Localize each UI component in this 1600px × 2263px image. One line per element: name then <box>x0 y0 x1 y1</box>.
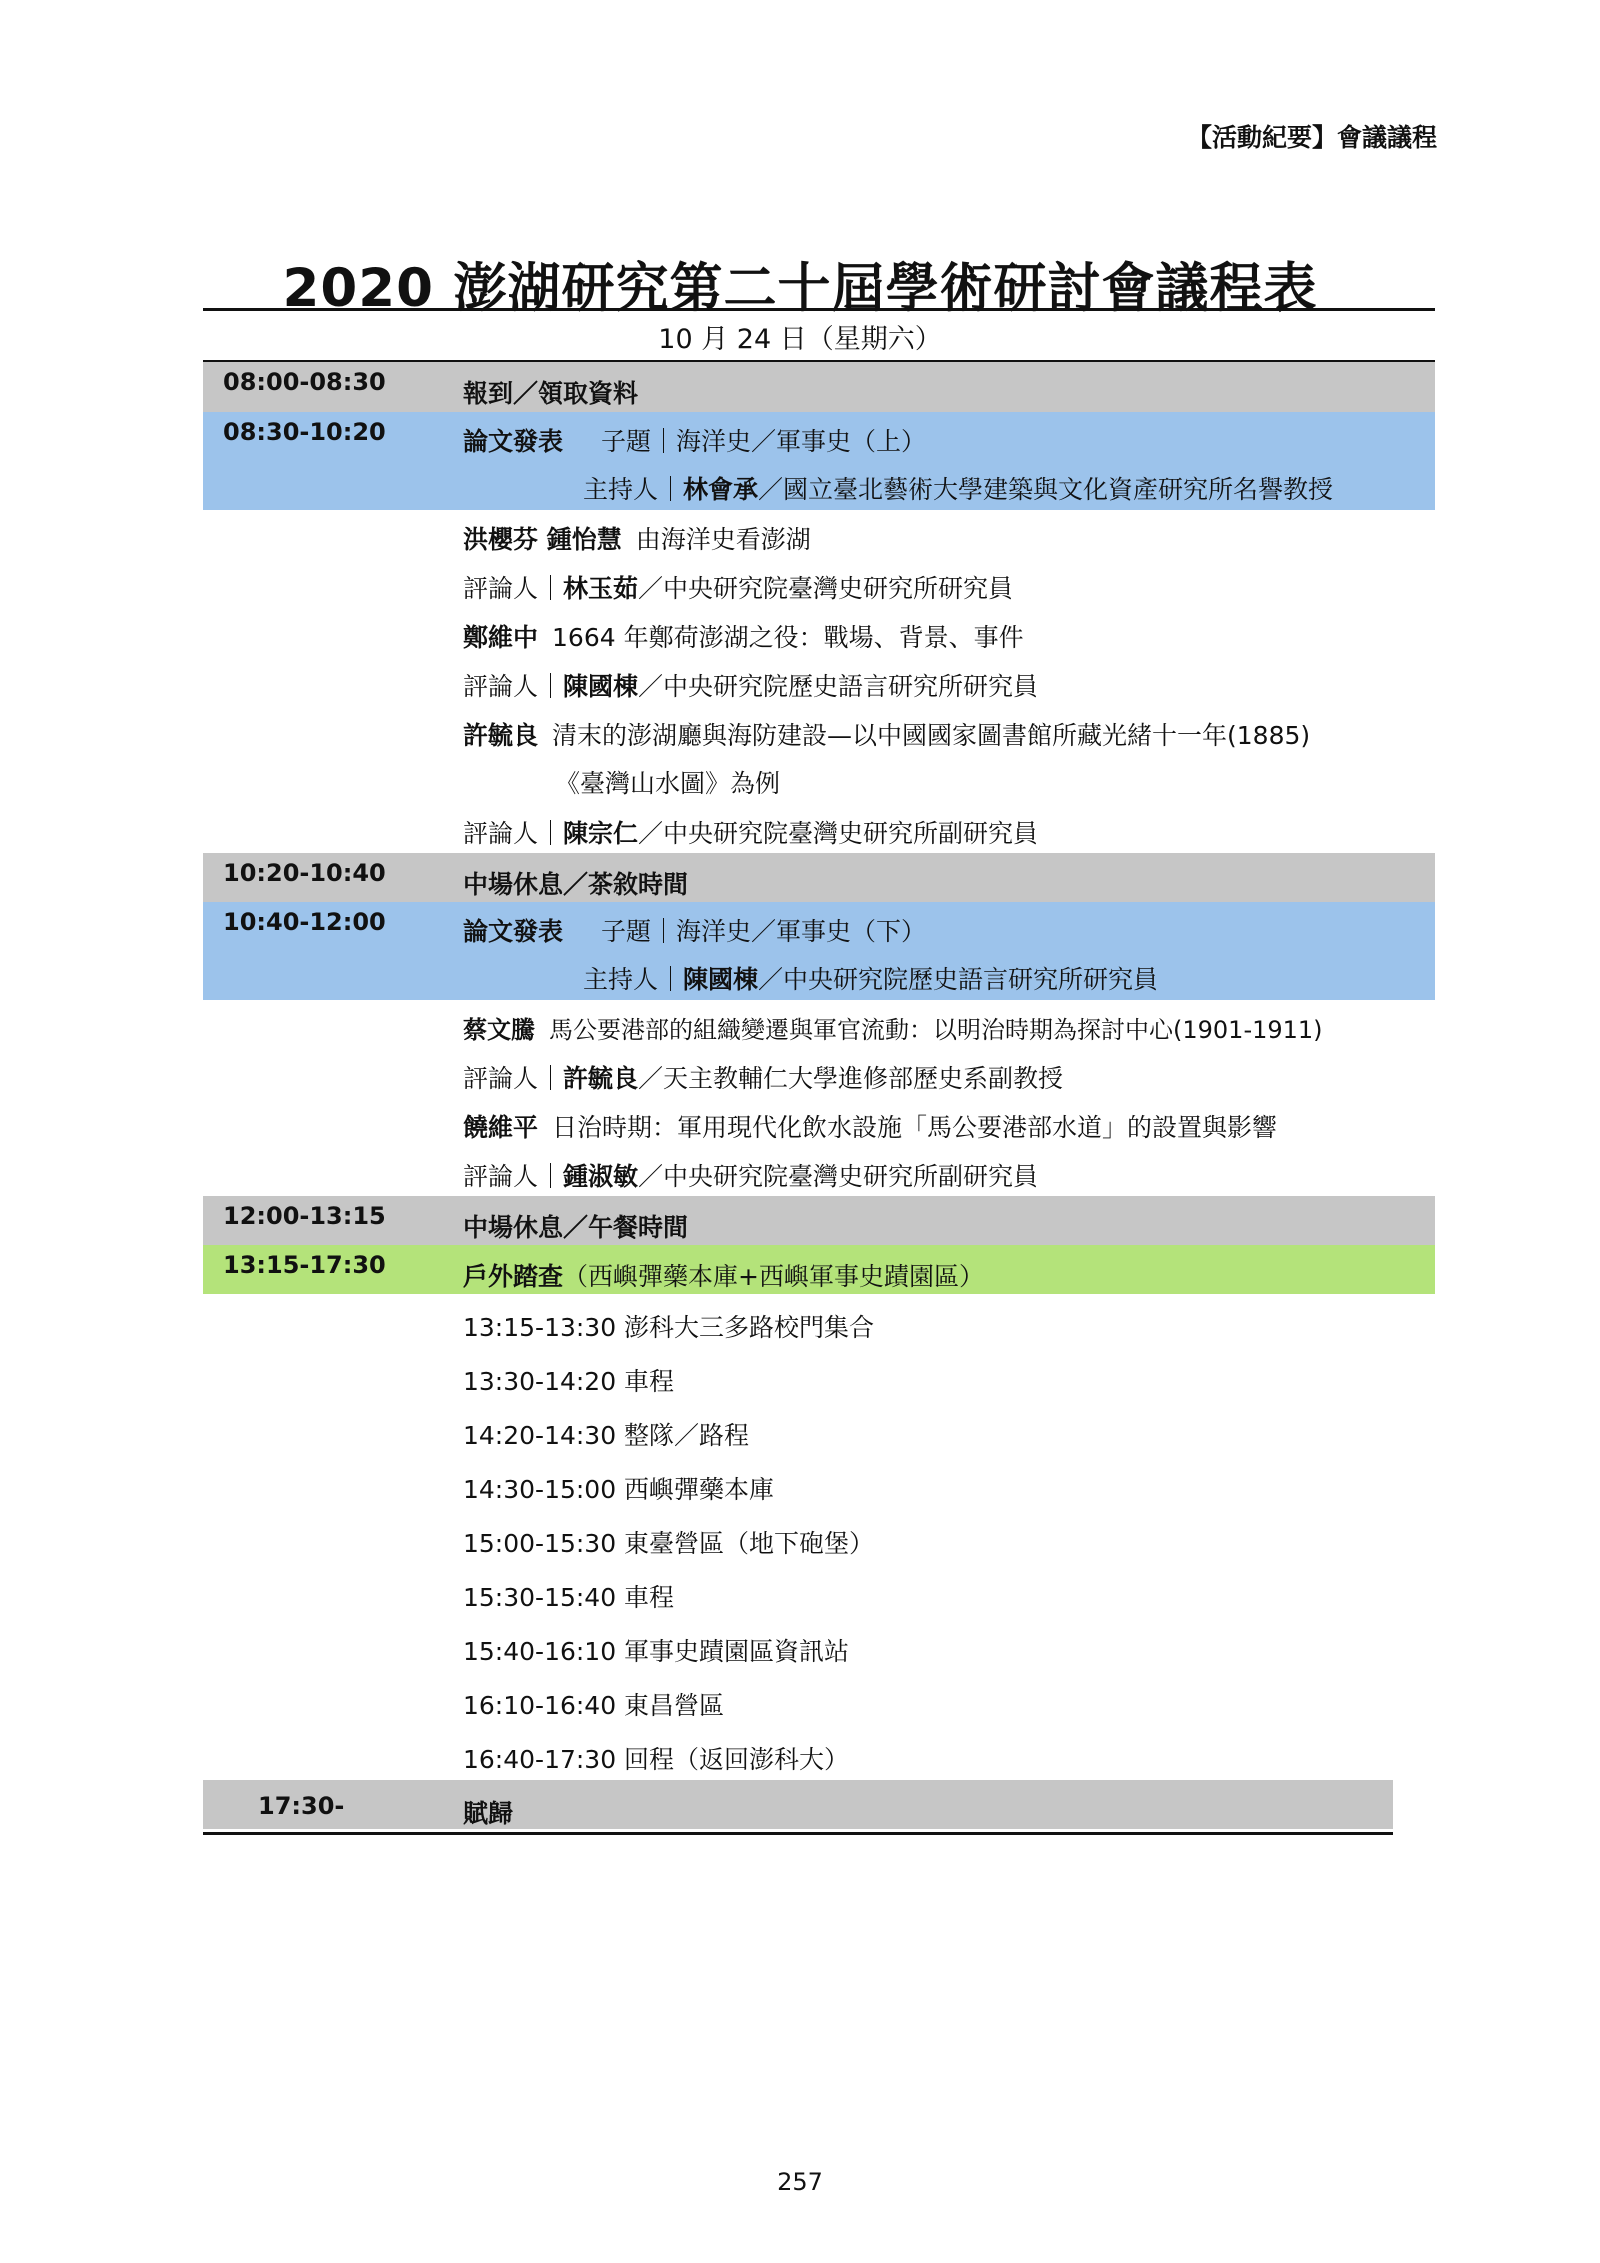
paper-author: 饒維平 <box>463 1113 539 1142</box>
schedule-item <box>203 1672 1435 1726</box>
paper-title: 由海洋史看澎湖 <box>635 525 811 554</box>
reviewer-title: ／天主教輔仁大學進修部歷史系副教授 <box>638 1064 1064 1093</box>
date-heading: 10 月 24 日（星期六） <box>658 324 942 355</box>
document-title: 2020 澎湖研究第二十屆學術研討會議程表 <box>282 258 1318 319</box>
schedule-text: 15:30-15:40 車程 <box>463 1583 675 1612</box>
session-topic: 子題｜海洋史／軍事史（上） <box>601 427 927 456</box>
reviewer-title: ／中央研究院臺灣史研究所副研究員 <box>638 1162 1039 1191</box>
reviewer-row <box>203 1147 1435 1196</box>
schedule-item <box>203 1294 1435 1348</box>
title-rule <box>203 308 1435 311</box>
time-slot: 13:15-17:30 <box>223 1251 386 1279</box>
paper-title: 日治時期：軍用現代化飲水設施「馬公要港部水道」的設置與影響 <box>552 1113 1278 1142</box>
reviewer-label: 評論人｜ <box>463 1162 564 1191</box>
session-heading <box>463 422 926 458</box>
reviewer-name: 鍾淑敏 <box>563 1162 639 1191</box>
session-host <box>463 960 1158 996</box>
agenda-text: 中場休息／午餐時間 <box>463 1213 689 1242</box>
reviewer-row <box>203 1049 1435 1098</box>
schedule-text: 14:20-14:30 整隊／路程 <box>463 1421 750 1450</box>
agenda-row-lunch <box>203 1196 1435 1245</box>
agenda-row-return <box>203 1780 1393 1829</box>
reviewer-entry <box>463 569 1013 605</box>
host-label: 主持人｜ <box>583 965 684 994</box>
schedule-text: 16:40-17:30 回程（返回澎科大） <box>463 1745 850 1774</box>
page-number: 257 <box>777 2168 823 2196</box>
schedule-item <box>203 1726 1435 1780</box>
schedule-text: 16:10-16:40 東昌營區 <box>463 1691 725 1720</box>
section-tag: 【活動紀要】會議議程 <box>1186 123 1437 152</box>
session-host <box>463 470 1333 506</box>
table-bottom-rule <box>203 1832 1393 1835</box>
schedule-item <box>203 1402 1435 1456</box>
paper-row <box>203 706 1435 804</box>
schedule-text: 15:00-15:30 東臺營區（地下砲堡） <box>463 1529 875 1558</box>
paper-author: 鄭維中 <box>463 623 539 652</box>
reviewer-entry <box>463 814 1038 850</box>
fieldtrip-heading <box>463 1257 984 1293</box>
paper-row <box>203 1098 1435 1147</box>
reviewer-label: 評論人｜ <box>463 672 564 701</box>
reviewer-entry <box>463 1059 1063 1095</box>
reviewer-name: 陳宗仁 <box>563 819 639 848</box>
agenda-row-session2 <box>203 902 1435 1000</box>
paper-row <box>203 510 1435 559</box>
paper-row <box>203 608 1435 657</box>
host-title: ／國立臺北藝術大學建築與文化資產研究所名譽教授 <box>758 475 1334 504</box>
agenda-row-break <box>203 853 1435 902</box>
reviewer-title: ／中央研究院歷史語言研究所研究員 <box>638 672 1039 701</box>
paper-title: 1664 年鄭荷澎湖之役：戰場、背景、事件 <box>552 623 1024 652</box>
session-topic: 子題｜海洋史／軍事史（下） <box>601 917 927 946</box>
schedule-text: 13:30-14:20 車程 <box>463 1367 675 1396</box>
time-slot: 10:20-10:40 <box>223 859 386 887</box>
schedule-item <box>203 1618 1435 1672</box>
session-label: 論文發表 <box>463 427 564 456</box>
schedule-text: 13:15-13:30 澎科大三多路校門集合 <box>463 1313 875 1342</box>
schedule-text: 14:30-15:00 西嶼彈藥本庫 <box>463 1475 775 1504</box>
fieldtrip-label: 戶外踏查 <box>463 1262 564 1291</box>
time-slot: 08:00-08:30 <box>223 368 386 396</box>
paper-entry <box>463 716 1310 752</box>
agenda-row-registration <box>203 362 1435 412</box>
paper-entry <box>463 1108 1277 1144</box>
time-slot: 10:40-12:00 <box>223 908 386 936</box>
reviewer-label: 評論人｜ <box>463 819 564 848</box>
reviewer-label: 評論人｜ <box>463 1064 564 1093</box>
reviewer-entry <box>463 667 1038 703</box>
agenda-row-fieldtrip <box>203 1245 1435 1294</box>
reviewer-name: 陳國棟 <box>563 672 639 701</box>
schedule-item <box>203 1510 1435 1564</box>
agenda-text: 賦歸 <box>463 1799 514 1828</box>
time-slot: 08:30-10:20 <box>223 418 386 446</box>
paper-author: 蔡文騰 <box>463 1016 535 1044</box>
reviewer-row <box>203 804 1435 853</box>
reviewer-name: 許毓良 <box>563 1064 639 1093</box>
time-slot: 17:30- <box>258 1792 345 1820</box>
session-heading <box>463 912 926 948</box>
schedule-item <box>203 1348 1435 1402</box>
schedule-item <box>203 1456 1435 1510</box>
reviewer-name: 林玉茹 <box>563 574 639 603</box>
reviewer-label: 評論人｜ <box>463 574 564 603</box>
paper-entry <box>463 618 1024 654</box>
fieldtrip-locations: （西嶼彈藥本庫+西嶼軍事史蹟園區） <box>563 1262 984 1291</box>
reviewer-entry <box>463 1157 1038 1193</box>
paper-row <box>203 1000 1435 1049</box>
agenda-text: 中場休息／茶敘時間 <box>463 870 689 899</box>
session-label: 論文發表 <box>463 917 564 946</box>
schedule-item <box>203 1564 1435 1618</box>
reviewer-row <box>203 657 1435 706</box>
host-label: 主持人｜ <box>583 475 684 504</box>
paper-author: 洪櫻芬 鍾怡慧 <box>463 525 622 554</box>
host-title: ／中央研究院歷史語言研究所研究員 <box>758 965 1159 994</box>
paper-entry <box>463 520 811 556</box>
paper-title-continued: 《臺灣山水圖》為例 <box>555 769 781 798</box>
agenda-row-session1 <box>203 412 1435 510</box>
paper-title: 清末的澎湖廳與海防建設—以中國國家圖書館所藏光緒十一年(1885) <box>552 721 1311 750</box>
host-name: 林會承 <box>683 475 759 504</box>
reviewer-title: ／中央研究院臺灣史研究所研究員 <box>638 574 1014 603</box>
paper-title: 馬公要港部的組織變遷與軍官流動：以明治時期為探討中心(1901-1911) <box>549 1016 1323 1044</box>
reviewer-title: ／中央研究院臺灣史研究所副研究員 <box>638 819 1039 848</box>
paper-author: 許毓良 <box>463 721 539 750</box>
time-slot: 12:00-13:15 <box>223 1202 386 1230</box>
paper-entry <box>463 1010 1323 1045</box>
host-name: 陳國棟 <box>683 965 759 994</box>
reviewer-row <box>203 559 1435 608</box>
schedule-text: 15:40-16:10 軍事史蹟園區資訊站 <box>463 1637 850 1666</box>
agenda-text: 報到／領取資料 <box>463 379 639 408</box>
agenda-table <box>203 362 1435 1829</box>
